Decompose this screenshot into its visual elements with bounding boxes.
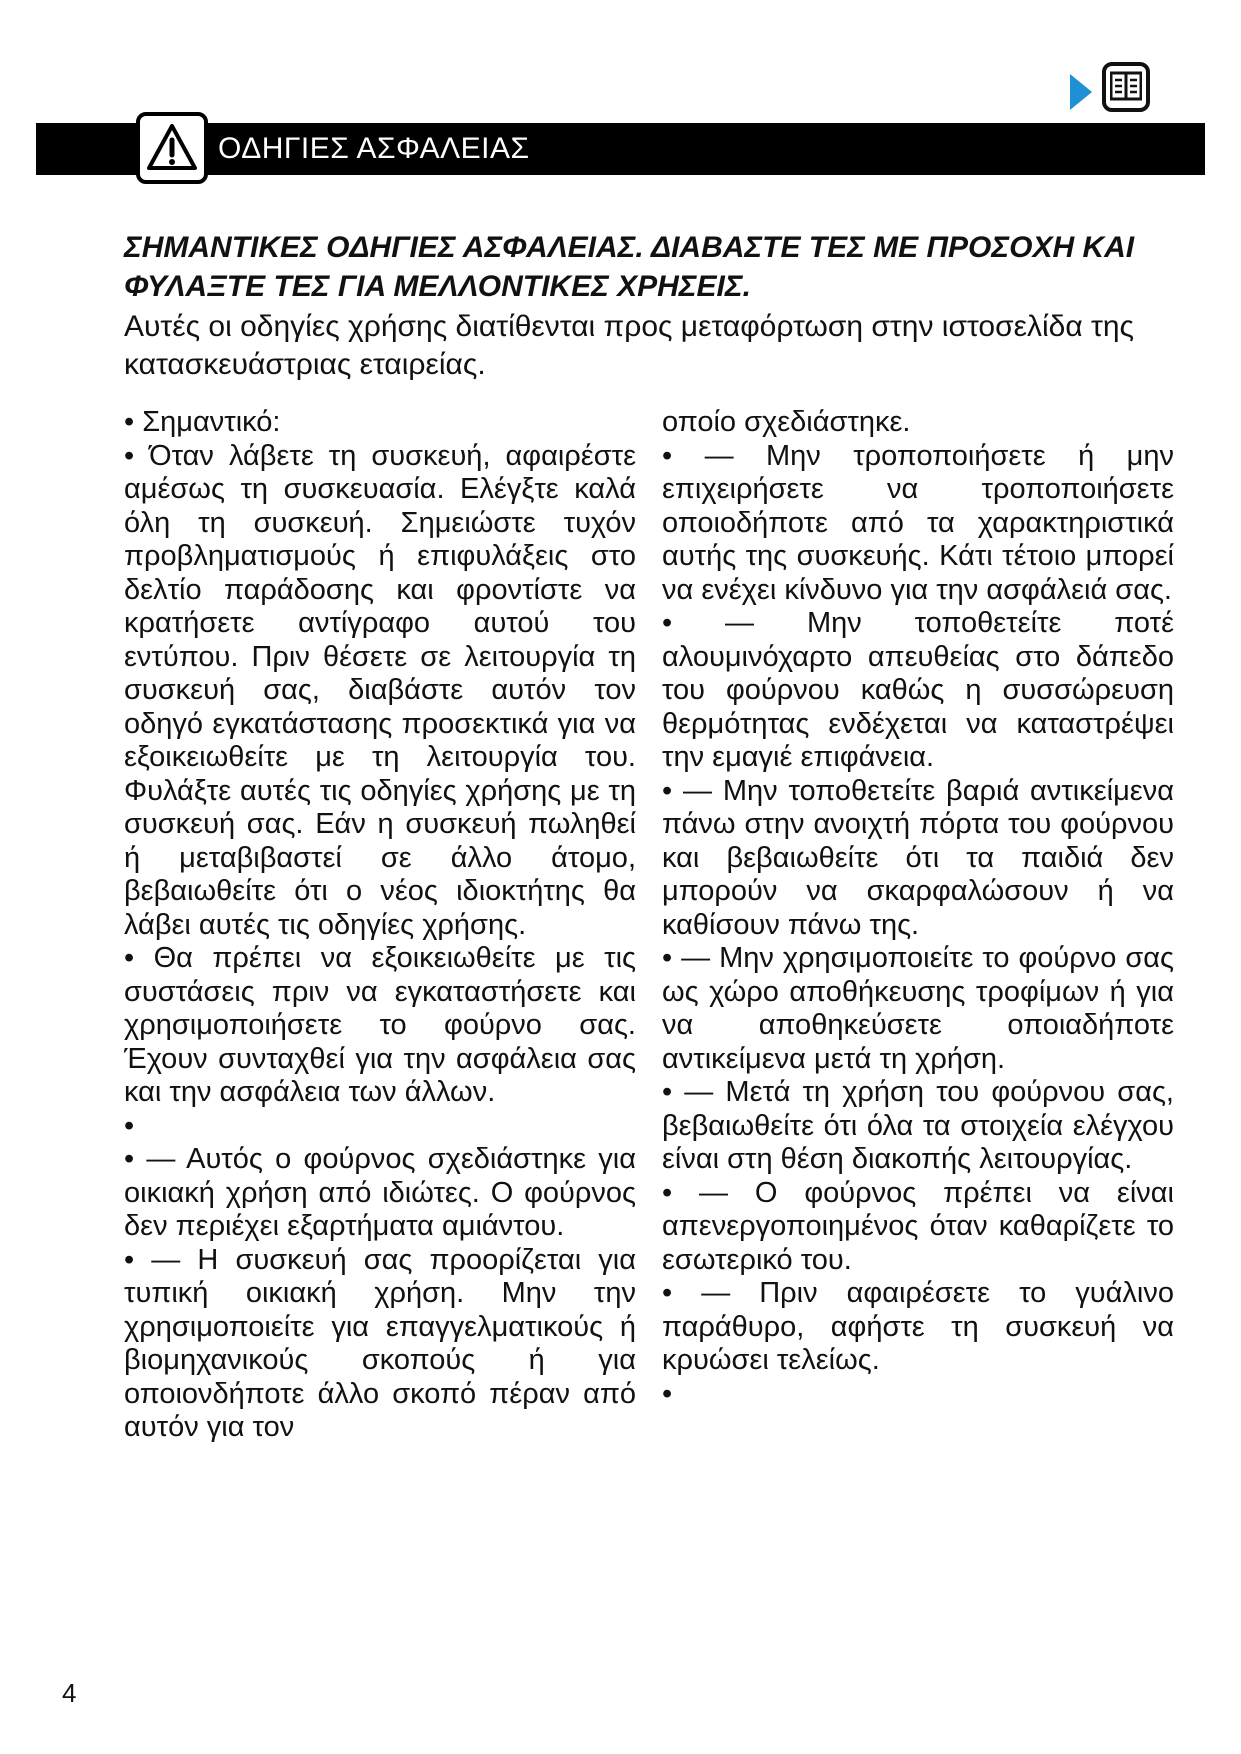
page-title: ΟΔΗΓΙΕΣ ΑΣΦΑΛΕΙΑΣ: [218, 132, 530, 165]
arrow-right-icon: [1070, 74, 1092, 110]
paragraph: • — Ο φούρνος πρέπει να είναι απενεργοποιημένος όταν καθαρίζετε το εσωτερικό του.: [662, 1176, 1174, 1276]
intro-section: [124, 228, 1164, 384]
paragraph: • — Μην τροποποιήσετε ή μην επιχειρήσετε να τροποποιήσετε οποιοδήποτε από τα χαρακτηριστικά αυτής της συσκευής. Κάτι τέτοιο μπορεί να ενέχει κίνδυνο για την ασφάλειά σας.: [662, 439, 1174, 606]
paragraph: • — Η συσκευή σας προορίζεται για τυπική οικιακή χρήση. Μην την χρησιμοποιείτε για επαγγελματικούς ή βιομηχανικούς σκοπούς ή για οποιονδήποτε άλλο σκοπό πέραν από αυτόν για τον: [124, 1243, 636, 1443]
paragraph: •: [124, 1109, 135, 1142]
paragraph: • — Μετά τη χρήση του φούρνου σας, βεβαιωθείτε ότι όλα τα στοιχεία ελέγχου είναι στη θέση διακοπής λειτουργίας.: [662, 1076, 1174, 1175]
top-icons: [1070, 62, 1160, 118]
paragraph: οποίο σχεδιάστηκε.: [662, 406, 911, 438]
manual-book-icon: [1102, 62, 1150, 112]
right-column: [662, 406, 1174, 1411]
paragraph: • — Μην τοποθετείτε βαριά αντικείμενα πάνω στην ανοιχτή πόρτα του φούρνου και βεβαιωθείτε ότι τα παιδιά δεν μπορούν να σκαρφαλώσουν ή να καθίσουν πάνω της.: [662, 774, 1174, 941]
intro-note: Αυτές οι οδηγίες χρήσης διατίθενται προς μεταφόρτωση στην ιστοσελίδα της κατασκευάστριας εταιρείας.: [124, 310, 1134, 381]
left-column: [124, 406, 636, 1445]
paragraph: • — Μην χρησιμοποιείτε το φούρνο σας ως χώρο αποθήκευσης τροφίμων ή για να αποθηκεύσετε οποιαδήποτε αντικείμενα μετά τη χρήση.: [662, 942, 1174, 1075]
paragraph: • Θα πρέπει να εξοικειωθείτε με τις συστάσεις πριν να εγκαταστήσετε και χρησιμοποιήσετε το φούρνο σας. Έχουν συνταχθεί για την ασφάλεια σας και την ασφάλεια των άλλων.: [124, 942, 636, 1108]
paragraph: • Σημαντικό:: [124, 406, 281, 438]
paragraph: • — Πριν αφαιρέσετε το γυάλινο παράθυρο, αφήστε τη συσκευή να κρυώσει τελείως.: [662, 1277, 1174, 1376]
paragraph: •: [662, 1377, 673, 1410]
intro-title: ΣΗΜΑΝΤΙΚΕΣ ΟΔΗΓΙΕΣ ΑΣΦΑΛΕΙΑΣ. ΔΙΑΒΑΣΤΕ ΤΕΣ ΜΕ ΠΡΟΣΟΧΗ ΚΑΙ ΦΥΛΑΞΤΕ ΤΕΣ ΓΙΑ ΜΕΛΛΟΝΤΙΚΕΣ ΧΡΗΣΕΙΣ.: [124, 231, 1135, 303]
header-bar: [36, 123, 1205, 175]
page-number: 4: [62, 1678, 77, 1708]
paragraph: • — Μην τοποθετείτε ποτέ αλουμινόχαρτο απευθείας στο δάπεδο του φούρνου καθώς η συσσώρευση θερμότητας ενδέχεται να καταστρέψει την εμαγιέ επιφάνεια.: [662, 607, 1174, 773]
paragraph: • Όταν λάβετε τη συσκευή, αφαιρέστε αμέσως τη συσκευασία. Ελέγξτε καλά όλη τη συσκευή. Σημειώστε τυχόν προβληματισμούς ή επιφυλάξεις στο δελτίο παράδοσης και φροντίστε να κρατήσετε αντίγραφο αυτού του εντύπου. Πριν θέσετε σε λειτουργία τη συσκευή σας, διαβάστε αυτόν τον οδηγό εγκατάστασης προσεκτικά για να εξοικειωθείτε με τη λειτουργία του. Φυλάξτε αυτές τις οδηγίες χρήσης με τη συσκευή σας. Εάν η συσκευή πωληθεί ή μεταβιβαστεί σε άλλο άτομο, βεβαιωθείτε ότι ο νέος ιδιοκτήτης θα λάβει αυτές τις οδηγίες χρήσης.: [124, 439, 636, 941]
paragraph: • — Αυτός ο φούρνος σχεδιάστηκε για οικιακή χρήση από ιδιώτες. Ο φούρνος δεν περιέχει εξαρτήματα αμιάντου.: [124, 1143, 636, 1242]
warning-triangle-icon: [136, 112, 208, 184]
